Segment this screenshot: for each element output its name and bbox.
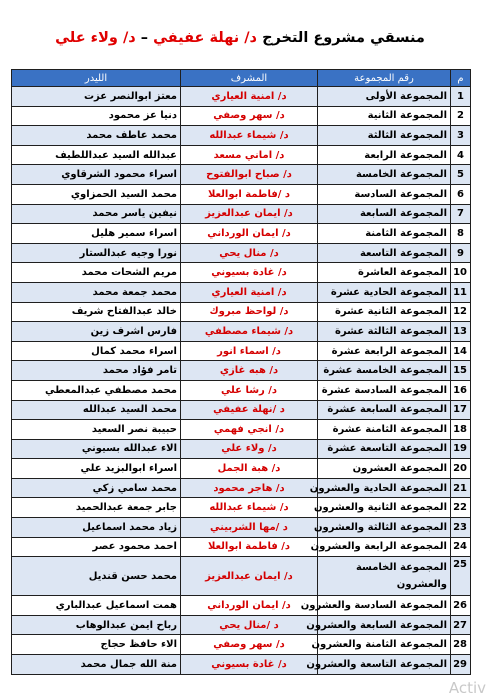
table-row — [12, 655, 471, 675]
row-number: 22 — [451, 498, 471, 518]
leader-name: منة الله جمال محمد — [12, 655, 181, 675]
group-name: المجموعة التاسعة والعشرون — [318, 655, 451, 675]
supervisor-name: د/ امنية العياري — [181, 87, 318, 107]
supervisor-name: د/ شيماء مصطفي — [181, 322, 318, 342]
supervisor-name: د/ صباح ابوالفتوح — [181, 165, 318, 185]
group-name: المجموعة الحادية عشرة — [318, 282, 451, 302]
supervisor-name: د/ غادة بسيوني — [181, 263, 318, 283]
leader-name: نورا وجيه عبدالستار — [12, 243, 181, 263]
group-name: المجموعة العاشرة — [318, 263, 451, 283]
leader-name: محمد جمعة محمد — [12, 282, 181, 302]
row-number: 6 — [451, 184, 471, 204]
leader-name: جابر جمعة عبدالحميد — [12, 498, 181, 518]
table-row — [12, 184, 471, 204]
group-name: المجموعة التاسعة عشرة — [318, 439, 451, 459]
title-coordinator-1: د/ نهلة عفيفي — [153, 30, 257, 46]
page-title — [0, 30, 480, 46]
leader-name: محمد حسن قنديل — [12, 557, 181, 596]
row-number: 18 — [451, 420, 471, 440]
row-number: 17 — [451, 400, 471, 420]
group-name: المجموعة الثامنة عشرة — [318, 420, 451, 440]
supervisor-name: د/ هاجر محمود — [181, 478, 318, 498]
row-number: 1 — [451, 87, 471, 107]
table-row — [12, 478, 471, 498]
supervisor-name: د/ رشا علي — [181, 380, 318, 400]
row-number: 20 — [451, 459, 471, 479]
leader-name: محمد سامي زكي — [12, 478, 181, 498]
table-body — [12, 87, 471, 675]
group-name: المجموعة الثامنة والعشرون — [318, 635, 451, 655]
leader-name: اسراء ابوالبزيد علي — [12, 459, 181, 479]
table-row — [12, 282, 471, 302]
leader-name: محمد عاطف محمد — [12, 126, 181, 146]
group-name: المجموعة السابعة والعشرون — [318, 615, 451, 635]
group-name: المجموعة الثامنة — [318, 224, 451, 244]
title-separator: – — [135, 30, 154, 46]
row-number: 12 — [451, 302, 471, 322]
row-number: 8 — [451, 224, 471, 244]
supervisor-name: د/ ولاء علي — [181, 439, 318, 459]
leader-name: همت اسماعيل عبدالباري — [12, 596, 181, 616]
leader-name: خالد عبدالفتاح شريف — [12, 302, 181, 322]
row-number: 21 — [451, 478, 471, 498]
leader-name: مريم الشحات محمد — [12, 263, 181, 283]
header-leader: الليدر — [12, 70, 181, 87]
leader-name: معتز ابوالنصر عزت — [12, 87, 181, 107]
supervisor-name: د/ هبة الجمل — [181, 459, 318, 479]
group-name: المجموعة السابعة عشرة — [318, 400, 451, 420]
table-row — [12, 380, 471, 400]
leader-name: اسراء سمير هليل — [12, 224, 181, 244]
supervisor-name: د/ ايمان الورداني — [181, 596, 318, 616]
row-number: 13 — [451, 322, 471, 342]
supervisor-name: د /منال يحي — [181, 615, 318, 635]
row-number: 29 — [451, 655, 471, 675]
supervisor-name: د/ اسماء انور — [181, 341, 318, 361]
row-number: 11 — [451, 282, 471, 302]
supervisor-name: د/ ايمان الورداني — [181, 224, 318, 244]
leader-name: زياد محمد اسماعيل — [12, 518, 181, 538]
row-number: 28 — [451, 635, 471, 655]
leader-name: دنيا عز محمود — [12, 106, 181, 126]
group-name: المجموعة الثالثة — [318, 126, 451, 146]
group-name: المجموعة الخامسة والعشرون — [318, 557, 451, 596]
group-name: المجموعة التاسعة — [318, 243, 451, 263]
group-name: المجموعة الثانية عشرة — [318, 302, 451, 322]
title-coordinator-2: د/ ولاء علي — [55, 30, 136, 46]
table-row — [12, 126, 471, 146]
title-prefix: منسقي مشروع التخرج — [262, 30, 425, 46]
row-number: 3 — [451, 126, 471, 146]
supervisor-name: د/ هبه غازي — [181, 361, 318, 381]
table-row — [12, 341, 471, 361]
row-number: 2 — [451, 106, 471, 126]
row-number: 14 — [451, 341, 471, 361]
supervisor-name: د/ سهر وصفي — [181, 106, 318, 126]
row-number: 26 — [451, 596, 471, 616]
header-group: رقم المجموعة — [318, 70, 451, 87]
group-name: المجموعة الخامسة — [318, 165, 451, 185]
leader-name: نيفين ياسر محمد — [12, 204, 181, 224]
supervisor-name: د/ ايمان عبدالعزيز — [181, 204, 318, 224]
group-name: المجموعة الخامسة عشرة — [318, 361, 451, 381]
table-row — [12, 537, 471, 557]
supervisor-name: د/ غادة بسيوني — [181, 655, 318, 675]
table-row — [12, 302, 471, 322]
leader-name: عبدالله السيد عبداللطيف — [12, 145, 181, 165]
table-row — [12, 420, 471, 440]
supervisor-name: د /نهلة عفيفي — [181, 400, 318, 420]
supervisor-name: د /فاطمة ابوالعلا — [181, 184, 318, 204]
leader-name: محمد مصطفي عبدالمعطي — [12, 380, 181, 400]
leader-name: محمد السيد عبدالله — [12, 400, 181, 420]
leader-name: اسراء محمود الشرقاوي — [12, 165, 181, 185]
supervisor-name: د/ شيماء عبدالله — [181, 126, 318, 146]
supervisor-name: د/ امنية العياري — [181, 282, 318, 302]
leader-name: احمد محمود عصر — [12, 537, 181, 557]
table-row — [12, 557, 471, 596]
group-name: المجموعة الحادية والعشرون — [318, 478, 451, 498]
table-row — [12, 263, 471, 283]
table-header-row — [12, 70, 471, 87]
supervisor-name: د/ ايمان عبدالعزيز — [181, 557, 318, 596]
table-row — [12, 165, 471, 185]
row-number: 25 — [451, 557, 471, 596]
group-name: المجموعة الرابعة — [318, 145, 451, 165]
supervisor-name: د/ لواحظ مبروك — [181, 302, 318, 322]
group-name: المجموعة الثانية — [318, 106, 451, 126]
row-number: 5 — [451, 165, 471, 185]
table-row — [12, 400, 471, 420]
row-number: 24 — [451, 537, 471, 557]
supervisor-name: د/ فاطمة ابوالعلا — [181, 537, 318, 557]
row-number: 27 — [451, 615, 471, 635]
group-name: المجموعة الثالثة عشرة — [318, 322, 451, 342]
row-number: 4 — [451, 145, 471, 165]
leader-name: حبيبة نصر السعيد — [12, 420, 181, 440]
row-number: 16 — [451, 380, 471, 400]
row-number: 7 — [451, 204, 471, 224]
table-row — [12, 615, 471, 635]
group-name: المجموعة السابعة — [318, 204, 451, 224]
supervisor-name: د/ انجي فهمي — [181, 420, 318, 440]
table-row — [12, 322, 471, 342]
row-number: 19 — [451, 439, 471, 459]
table-row — [12, 204, 471, 224]
table-row — [12, 361, 471, 381]
table-row — [12, 518, 471, 538]
table-row — [12, 439, 471, 459]
leader-name: فارس اشرف زين — [12, 322, 181, 342]
row-number: 15 — [451, 361, 471, 381]
group-name: المجموعة الثالثة والعشرون — [318, 518, 451, 538]
group-name: المجموعة الرابعة والعشرون — [318, 537, 451, 557]
leader-name: الاء حافظ حجاج — [12, 635, 181, 655]
table-row — [12, 596, 471, 616]
group-name: المجموعة الأولى — [318, 87, 451, 107]
group-name: المجموعة الرابعة عشرة — [318, 341, 451, 361]
table-row — [12, 498, 471, 518]
header-num: م — [451, 70, 471, 87]
supervisor-name: د/ سهر وصفي — [181, 635, 318, 655]
table-row — [12, 145, 471, 165]
leader-name: محمد السيد الحمزاوي — [12, 184, 181, 204]
row-number: 23 — [451, 518, 471, 538]
row-number: 9 — [451, 243, 471, 263]
row-number: 10 — [451, 263, 471, 283]
supervisor-name: د/ منال يحي — [181, 243, 318, 263]
group-name: المجموعة السادسة عشرة — [318, 380, 451, 400]
table-row — [12, 224, 471, 244]
table-row — [12, 106, 471, 126]
leader-name: الاء عبدالله بسيوني — [12, 439, 181, 459]
table-row — [12, 635, 471, 655]
supervisor-name: د/ اماني مسعد — [181, 145, 318, 165]
leader-name: رباح ايمن عبدالوهاب — [12, 615, 181, 635]
group-name: المجموعة السادسة والعشرون — [318, 596, 451, 616]
leader-name: اسراء محمد كمال — [12, 341, 181, 361]
table-row — [12, 243, 471, 263]
supervisor-name: د /مها الشربيني — [181, 518, 318, 538]
supervisor-name: د/ شيماء عبدالله — [181, 498, 318, 518]
header-supervisor: المشرف — [181, 70, 318, 87]
leader-name: تامر فؤاد محمد — [12, 361, 181, 381]
group-name: المجموعة السادسة — [318, 184, 451, 204]
group-name: المجموعة الثانية والعشرون — [318, 498, 451, 518]
group-name: المجموعة العشرون — [318, 459, 451, 479]
table-row — [12, 459, 471, 479]
table-row — [12, 87, 471, 107]
groups-table — [11, 69, 471, 675]
activation-watermark: Activ — [448, 679, 486, 697]
